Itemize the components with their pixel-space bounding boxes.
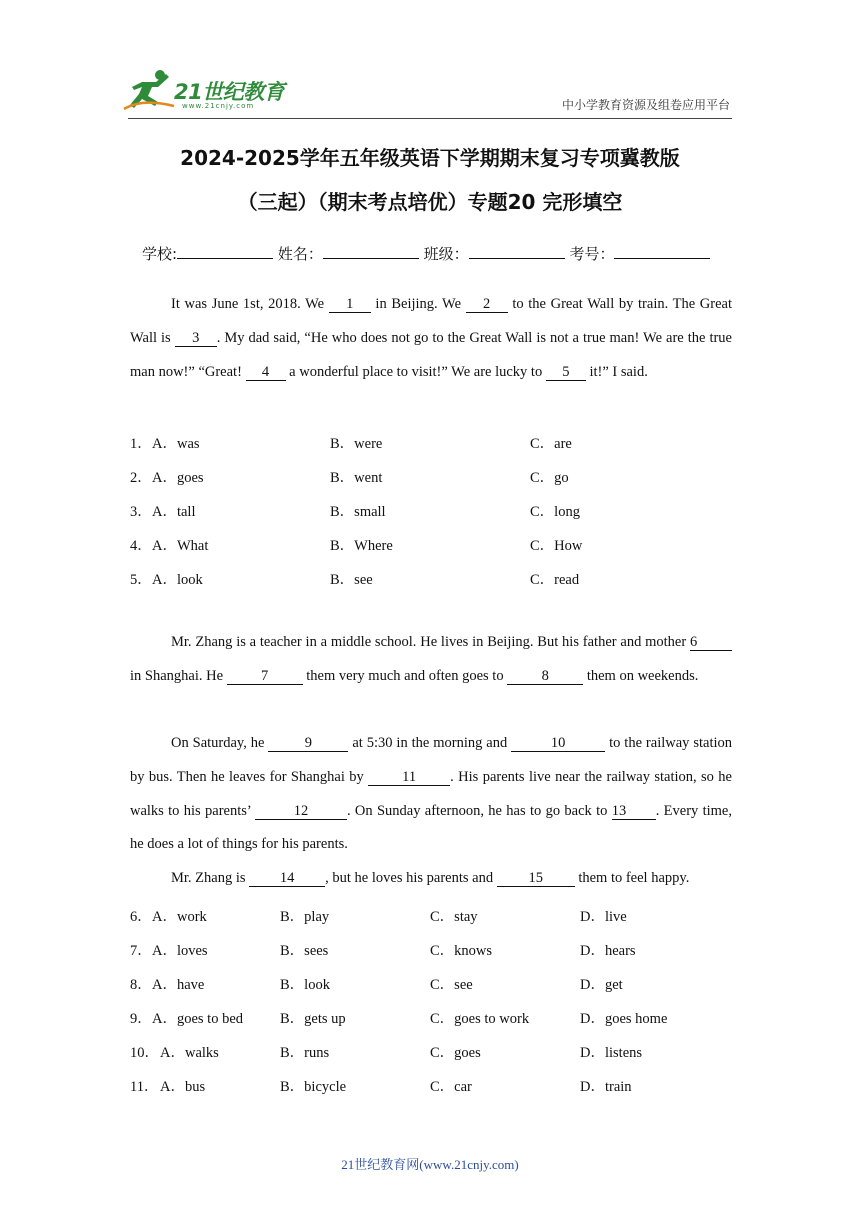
passage-text: to the railway station by bus. Then he leaves for Shanghai by (130, 735, 732, 785)
passage-text: . His parents live near the railway station, so he walks to his parents’ (130, 768, 732, 819)
question-number: 8． (130, 977, 152, 993)
passage-text: . On Sunday afternoon, he has to go back to (346, 802, 612, 819)
class-label: 班级： (423, 245, 469, 263)
option-a[interactable]: A．goes (152, 470, 204, 486)
passage-text: in Shanghai. He (130, 667, 227, 684)
option-row (130, 432, 750, 456)
option-d[interactable]: D．hears (580, 943, 636, 959)
passage-text: It was June 1st, 2018. We (171, 296, 329, 312)
option-row (130, 1041, 750, 1065)
option-b[interactable]: B．look (280, 977, 330, 993)
school-blank[interactable] (177, 244, 273, 259)
passage-text: them very much and often goes to (302, 667, 508, 684)
option-c[interactable]: C．goes to work (430, 1011, 530, 1027)
passage-1 (130, 288, 732, 389)
option-c[interactable]: C．long (530, 504, 580, 520)
option-a[interactable]: A．was (152, 436, 200, 452)
answer-blank-6[interactable]: 6 (690, 634, 732, 651)
passage-text: them on weekends. (583, 667, 699, 684)
name-blank[interactable] (323, 244, 419, 259)
option-a[interactable]: A．What (152, 538, 209, 554)
option-c[interactable]: C．car (430, 1079, 472, 1095)
option-a[interactable]: A．work (152, 909, 207, 925)
option-a[interactable]: A．bus (160, 1079, 206, 1095)
number-label: 考号： (569, 245, 615, 263)
option-row (130, 534, 750, 558)
passage-text: Mr. Zhang is a teacher in a middle school. He lives in Beijing. But his father and mother (171, 634, 690, 650)
option-b[interactable]: B．small (330, 504, 386, 520)
option-b[interactable]: B．gets up (280, 1011, 346, 1027)
option-b[interactable]: B．Where (330, 538, 393, 554)
name-label: 姓名： (277, 245, 323, 263)
option-a[interactable]: A．have (152, 977, 205, 993)
page-title-line-1: 2024-2025学年五年级英语下学期期末复习专项冀教版 (180, 146, 680, 170)
question-number: 4． (130, 538, 152, 554)
option-row (130, 1075, 750, 1099)
passage-text: to the Great Wall by train. The Great Wall is (130, 296, 732, 346)
logo (122, 68, 292, 116)
passage-text: it!” I said. (585, 363, 648, 380)
answer-blank-4[interactable]: 4 (246, 364, 286, 381)
answer-blank-11[interactable]: 11 (368, 769, 450, 786)
option-row (130, 973, 750, 997)
passage-text: . Every time, he does a lot of things for his parents. (130, 802, 732, 853)
option-a[interactable]: A．tall (152, 504, 196, 520)
option-d[interactable]: D．live (580, 909, 627, 925)
passage-text: , but he loves his parents and (325, 870, 497, 886)
question-number: 1． (130, 436, 152, 452)
answer-blank-12[interactable]: 12 (255, 803, 347, 820)
passage-2-paragraph-3 (130, 862, 732, 896)
question-number: 3． (130, 504, 152, 520)
header-divider (128, 118, 732, 119)
option-c[interactable]: C．goes (430, 1045, 481, 1061)
passage-text: . My dad said, “He who does not go to the Great Wall is not a true man! We are the true man now!” “Great! (130, 329, 732, 380)
number-blank[interactable] (614, 244, 710, 259)
option-b[interactable]: B．went (330, 470, 383, 486)
student-info-row (142, 243, 710, 264)
question-number: 6． (130, 909, 152, 925)
option-d[interactable]: D．get (580, 977, 623, 993)
answer-blank-15[interactable]: 15 (497, 870, 575, 887)
class-blank[interactable] (469, 244, 565, 259)
answer-blank-10[interactable]: 10 (511, 735, 605, 752)
passage-2-paragraph-1 (130, 626, 732, 694)
question-number: 9． (130, 1011, 152, 1027)
question-number: 10． (130, 1045, 159, 1061)
option-b[interactable]: B．see (330, 572, 373, 588)
runner-logo-icon (122, 68, 178, 112)
option-row (130, 500, 750, 524)
option-c[interactable]: C．go (530, 470, 569, 486)
option-a[interactable]: A．loves (152, 943, 208, 959)
passage-text: at 5:30 in the morning and (348, 735, 512, 751)
answer-blank-9[interactable]: 9 (268, 735, 348, 752)
option-c[interactable]: C．knows (430, 943, 493, 959)
option-row (130, 905, 750, 929)
passage-text: On Saturday, he (171, 735, 269, 751)
page-header (0, 0, 860, 125)
page-footer[interactable]: 21世纪教育网(www.21cnjy.com) (341, 1157, 519, 1172)
answer-blank-3[interactable]: 3 (175, 330, 217, 347)
answer-blank-1[interactable]: 1 (329, 296, 371, 313)
option-d[interactable]: D．listens (580, 1045, 643, 1061)
school-label: 学校: (142, 245, 178, 263)
logo-text: 21世纪教育 (174, 80, 285, 104)
option-c[interactable]: C．read (530, 572, 580, 588)
option-b[interactable]: B．sees (280, 943, 329, 959)
option-b[interactable]: B．play (280, 909, 330, 925)
question-number: 5． (130, 572, 152, 588)
option-row (130, 939, 750, 963)
passage-text: them to feel happy. (574, 870, 690, 886)
option-c[interactable]: C．How (530, 538, 583, 554)
option-c[interactable]: C．are (530, 436, 572, 452)
question-number: 11． (130, 1079, 159, 1095)
option-b[interactable]: B．runs (280, 1045, 330, 1061)
platform-label: 中小学教育资源及组卷应用平台 (561, 98, 730, 112)
option-d[interactable]: D．goes home (580, 1011, 668, 1027)
answer-blank-8[interactable]: 8 (507, 668, 583, 685)
option-d[interactable]: D．train (580, 1079, 632, 1095)
passage-text: in Beijing. We (370, 296, 466, 312)
option-row (130, 1007, 750, 1031)
passage-2-paragraph-2 (130, 727, 732, 862)
question-number: 7． (130, 943, 152, 959)
option-c[interactable]: C．stay (430, 909, 478, 925)
logo-url: www.21cnjy.com (182, 102, 255, 110)
option-a[interactable]: A．walks (160, 1045, 219, 1061)
option-c[interactable]: C．see (430, 977, 473, 993)
answer-blank-13[interactable]: 13 (612, 803, 656, 820)
option-row (130, 466, 750, 490)
page-title-line-2: （三起）（期末考点培优）专题20 完形填空 (237, 190, 623, 214)
question-number: 2． (130, 470, 152, 486)
option-b[interactable]: B．were (330, 436, 383, 452)
option-row (130, 568, 750, 592)
answer-blank-7[interactable]: 7 (227, 668, 303, 685)
answer-blank-5[interactable]: 5 (546, 364, 586, 381)
option-b[interactable]: B．bicycle (280, 1079, 347, 1095)
option-a[interactable]: A．goes to bed (152, 1011, 244, 1027)
passage-text: Mr. Zhang is (171, 870, 250, 886)
option-a[interactable]: A．look (152, 572, 203, 588)
passage-text: a wonderful place to visit!” We are lucky to (285, 363, 546, 380)
answer-blank-2[interactable]: 2 (466, 296, 508, 313)
answer-blank-14[interactable]: 14 (249, 870, 325, 887)
